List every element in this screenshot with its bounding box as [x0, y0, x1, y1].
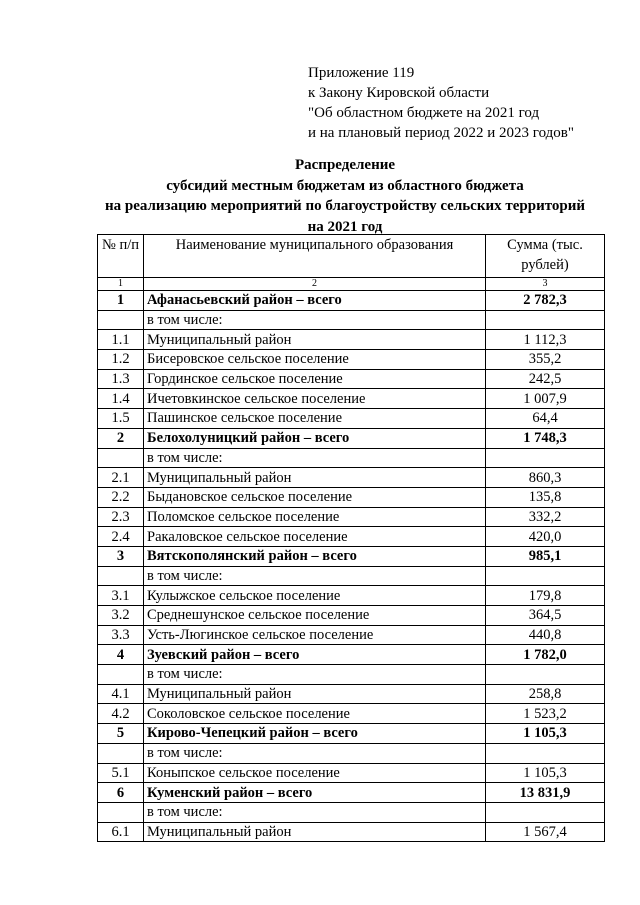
row-sum: 64,4	[486, 409, 605, 429]
row-number	[98, 743, 144, 763]
row-number: 2.2	[98, 487, 144, 507]
row-number: 3.2	[98, 606, 144, 626]
row-number: 1.2	[98, 350, 144, 370]
table-row	[98, 507, 605, 527]
row-sum: 258,8	[486, 684, 605, 704]
table-row	[98, 684, 605, 704]
row-number: 1.4	[98, 389, 144, 409]
title-line: Распределение	[294, 157, 396, 173]
table-row	[98, 566, 605, 586]
table-row	[98, 802, 605, 822]
row-name: в том числе:	[144, 802, 486, 822]
table-row	[98, 369, 605, 389]
row-number: 2	[98, 428, 144, 448]
row-sum: 242,5	[486, 369, 605, 389]
row-name: в том числе:	[144, 566, 486, 586]
row-name: в том числе:	[144, 743, 486, 763]
table-row	[98, 665, 605, 685]
table-row	[98, 330, 605, 350]
row-name: Коныпское сельское поселение	[144, 763, 486, 783]
district-total-row	[98, 291, 605, 311]
row-name: Быдановское сельское поселение	[144, 487, 486, 507]
row-sum: 440,8	[486, 625, 605, 645]
row-sum	[486, 743, 605, 763]
table-row	[98, 468, 605, 488]
row-name: Среднешунское сельское поселение	[144, 606, 486, 626]
subsidy-table	[97, 234, 605, 842]
row-name: Бисеровское сельское поселение	[144, 350, 486, 370]
row-number	[98, 665, 144, 685]
row-name: Соколовское сельское поселение	[144, 704, 486, 724]
row-sum	[486, 802, 605, 822]
appendix-line: Приложение 119	[308, 65, 415, 81]
row-sum: 1 782,0	[486, 645, 605, 665]
table-header-row	[98, 235, 605, 278]
appendix-line: и на плановый период 2022 и 2023 годов"	[308, 125, 574, 141]
row-name: Ракаловское сельское поселение	[144, 527, 486, 547]
row-sum: 135,8	[486, 487, 605, 507]
row-name: Муниципальный район	[144, 468, 486, 488]
row-number: 6	[98, 783, 144, 803]
appendix-header	[308, 63, 574, 143]
table-row	[98, 586, 605, 606]
table-row	[98, 487, 605, 507]
table-row	[98, 763, 605, 783]
title-line: на 2021 год	[307, 218, 383, 235]
row-number: 4	[98, 645, 144, 665]
row-number	[98, 802, 144, 822]
row-sum: 2 782,3	[486, 291, 605, 311]
row-name: Зуевский район – всего	[144, 645, 486, 665]
table-row	[98, 527, 605, 547]
row-sum: 179,8	[486, 586, 605, 606]
row-sum: 1 112,3	[486, 330, 605, 350]
row-number: 1.3	[98, 369, 144, 389]
table-row	[98, 389, 605, 409]
column-number: 3	[486, 278, 605, 291]
row-name: в том числе:	[144, 310, 486, 330]
row-sum	[486, 310, 605, 330]
row-sum: 1 105,3	[486, 724, 605, 744]
header-sum: Сумма (тыс. рублей)	[486, 235, 605, 278]
row-number: 2.4	[98, 527, 144, 547]
row-sum: 1 007,9	[486, 389, 605, 409]
row-name: Белохолуницкий район – всего	[144, 428, 486, 448]
row-name: Афанасьевский район – всего	[144, 291, 486, 311]
row-number: 1.5	[98, 409, 144, 429]
row-sum: 355,2	[486, 350, 605, 370]
table-row	[98, 743, 605, 763]
header-number: № п/п	[98, 235, 144, 278]
row-name: Кулыжское сельское поселение	[144, 586, 486, 606]
row-number: 4.1	[98, 684, 144, 704]
row-name: Вятскополянский район – всего	[144, 546, 486, 566]
table-row	[98, 448, 605, 468]
row-number: 3	[98, 546, 144, 566]
row-sum: 420,0	[486, 527, 605, 547]
table-row	[98, 350, 605, 370]
table-row	[98, 606, 605, 626]
column-number-row	[98, 278, 605, 291]
row-sum: 1 748,3	[486, 428, 605, 448]
row-number: 4.2	[98, 704, 144, 724]
district-total-row	[98, 783, 605, 803]
row-number: 2.3	[98, 507, 144, 527]
document-title	[60, 155, 630, 237]
row-name: Муниципальный район	[144, 822, 486, 842]
row-sum: 364,5	[486, 606, 605, 626]
column-number: 2	[144, 278, 486, 291]
row-number: 5.1	[98, 763, 144, 783]
row-number: 1	[98, 291, 144, 311]
row-sum: 1 523,2	[486, 704, 605, 724]
row-number	[98, 310, 144, 330]
title-line: субсидий местным бюджетам из областного бюджета	[166, 177, 524, 194]
district-total-row	[98, 546, 605, 566]
appendix-line: к Закону Кировской области	[308, 85, 490, 101]
row-name: Гординское сельское поселение	[144, 369, 486, 389]
row-name: Усть-Люгинское сельское поселение	[144, 625, 486, 645]
row-name: Пашинское сельское поселение	[144, 409, 486, 429]
row-name: Ичетовкинское сельское поселение	[144, 389, 486, 409]
row-name: Поломское сельское поселение	[144, 507, 486, 527]
row-name: Кирово-Чепецкий район – всего	[144, 724, 486, 744]
table-row	[98, 625, 605, 645]
row-sum: 985,1	[486, 546, 605, 566]
table-row	[98, 822, 605, 842]
row-number: 3.3	[98, 625, 144, 645]
row-number: 1.1	[98, 330, 144, 350]
row-sum: 860,3	[486, 468, 605, 488]
row-sum: 332,2	[486, 507, 605, 527]
district-total-row	[98, 724, 605, 744]
row-name: Муниципальный район	[144, 684, 486, 704]
row-sum: 1 105,3	[486, 763, 605, 783]
row-number	[98, 448, 144, 468]
district-total-row	[98, 645, 605, 665]
row-sum	[486, 665, 605, 685]
row-name: в том числе:	[144, 448, 486, 468]
row-name: Куменский район – всего	[144, 783, 486, 803]
row-number: 6.1	[98, 822, 144, 842]
column-number: 1	[98, 278, 144, 291]
district-total-row	[98, 428, 605, 448]
appendix-line: "Об областном бюджете на 2021 год	[308, 105, 540, 121]
row-number: 2.1	[98, 468, 144, 488]
title-line: на реализацию мероприятий по благоустройству сельских территорий	[104, 198, 586, 214]
row-sum: 1 567,4	[486, 822, 605, 842]
header-name: Наименование муниципального образования	[144, 235, 486, 278]
row-number: 5	[98, 724, 144, 744]
row-sum	[486, 566, 605, 586]
row-name: Муниципальный район	[144, 330, 486, 350]
row-sum: 13 831,9	[486, 783, 605, 803]
row-name: в том числе:	[144, 665, 486, 685]
table-row	[98, 310, 605, 330]
table-row	[98, 409, 605, 429]
row-number	[98, 566, 144, 586]
row-sum	[486, 448, 605, 468]
table-row	[98, 704, 605, 724]
row-number: 3.1	[98, 586, 144, 606]
